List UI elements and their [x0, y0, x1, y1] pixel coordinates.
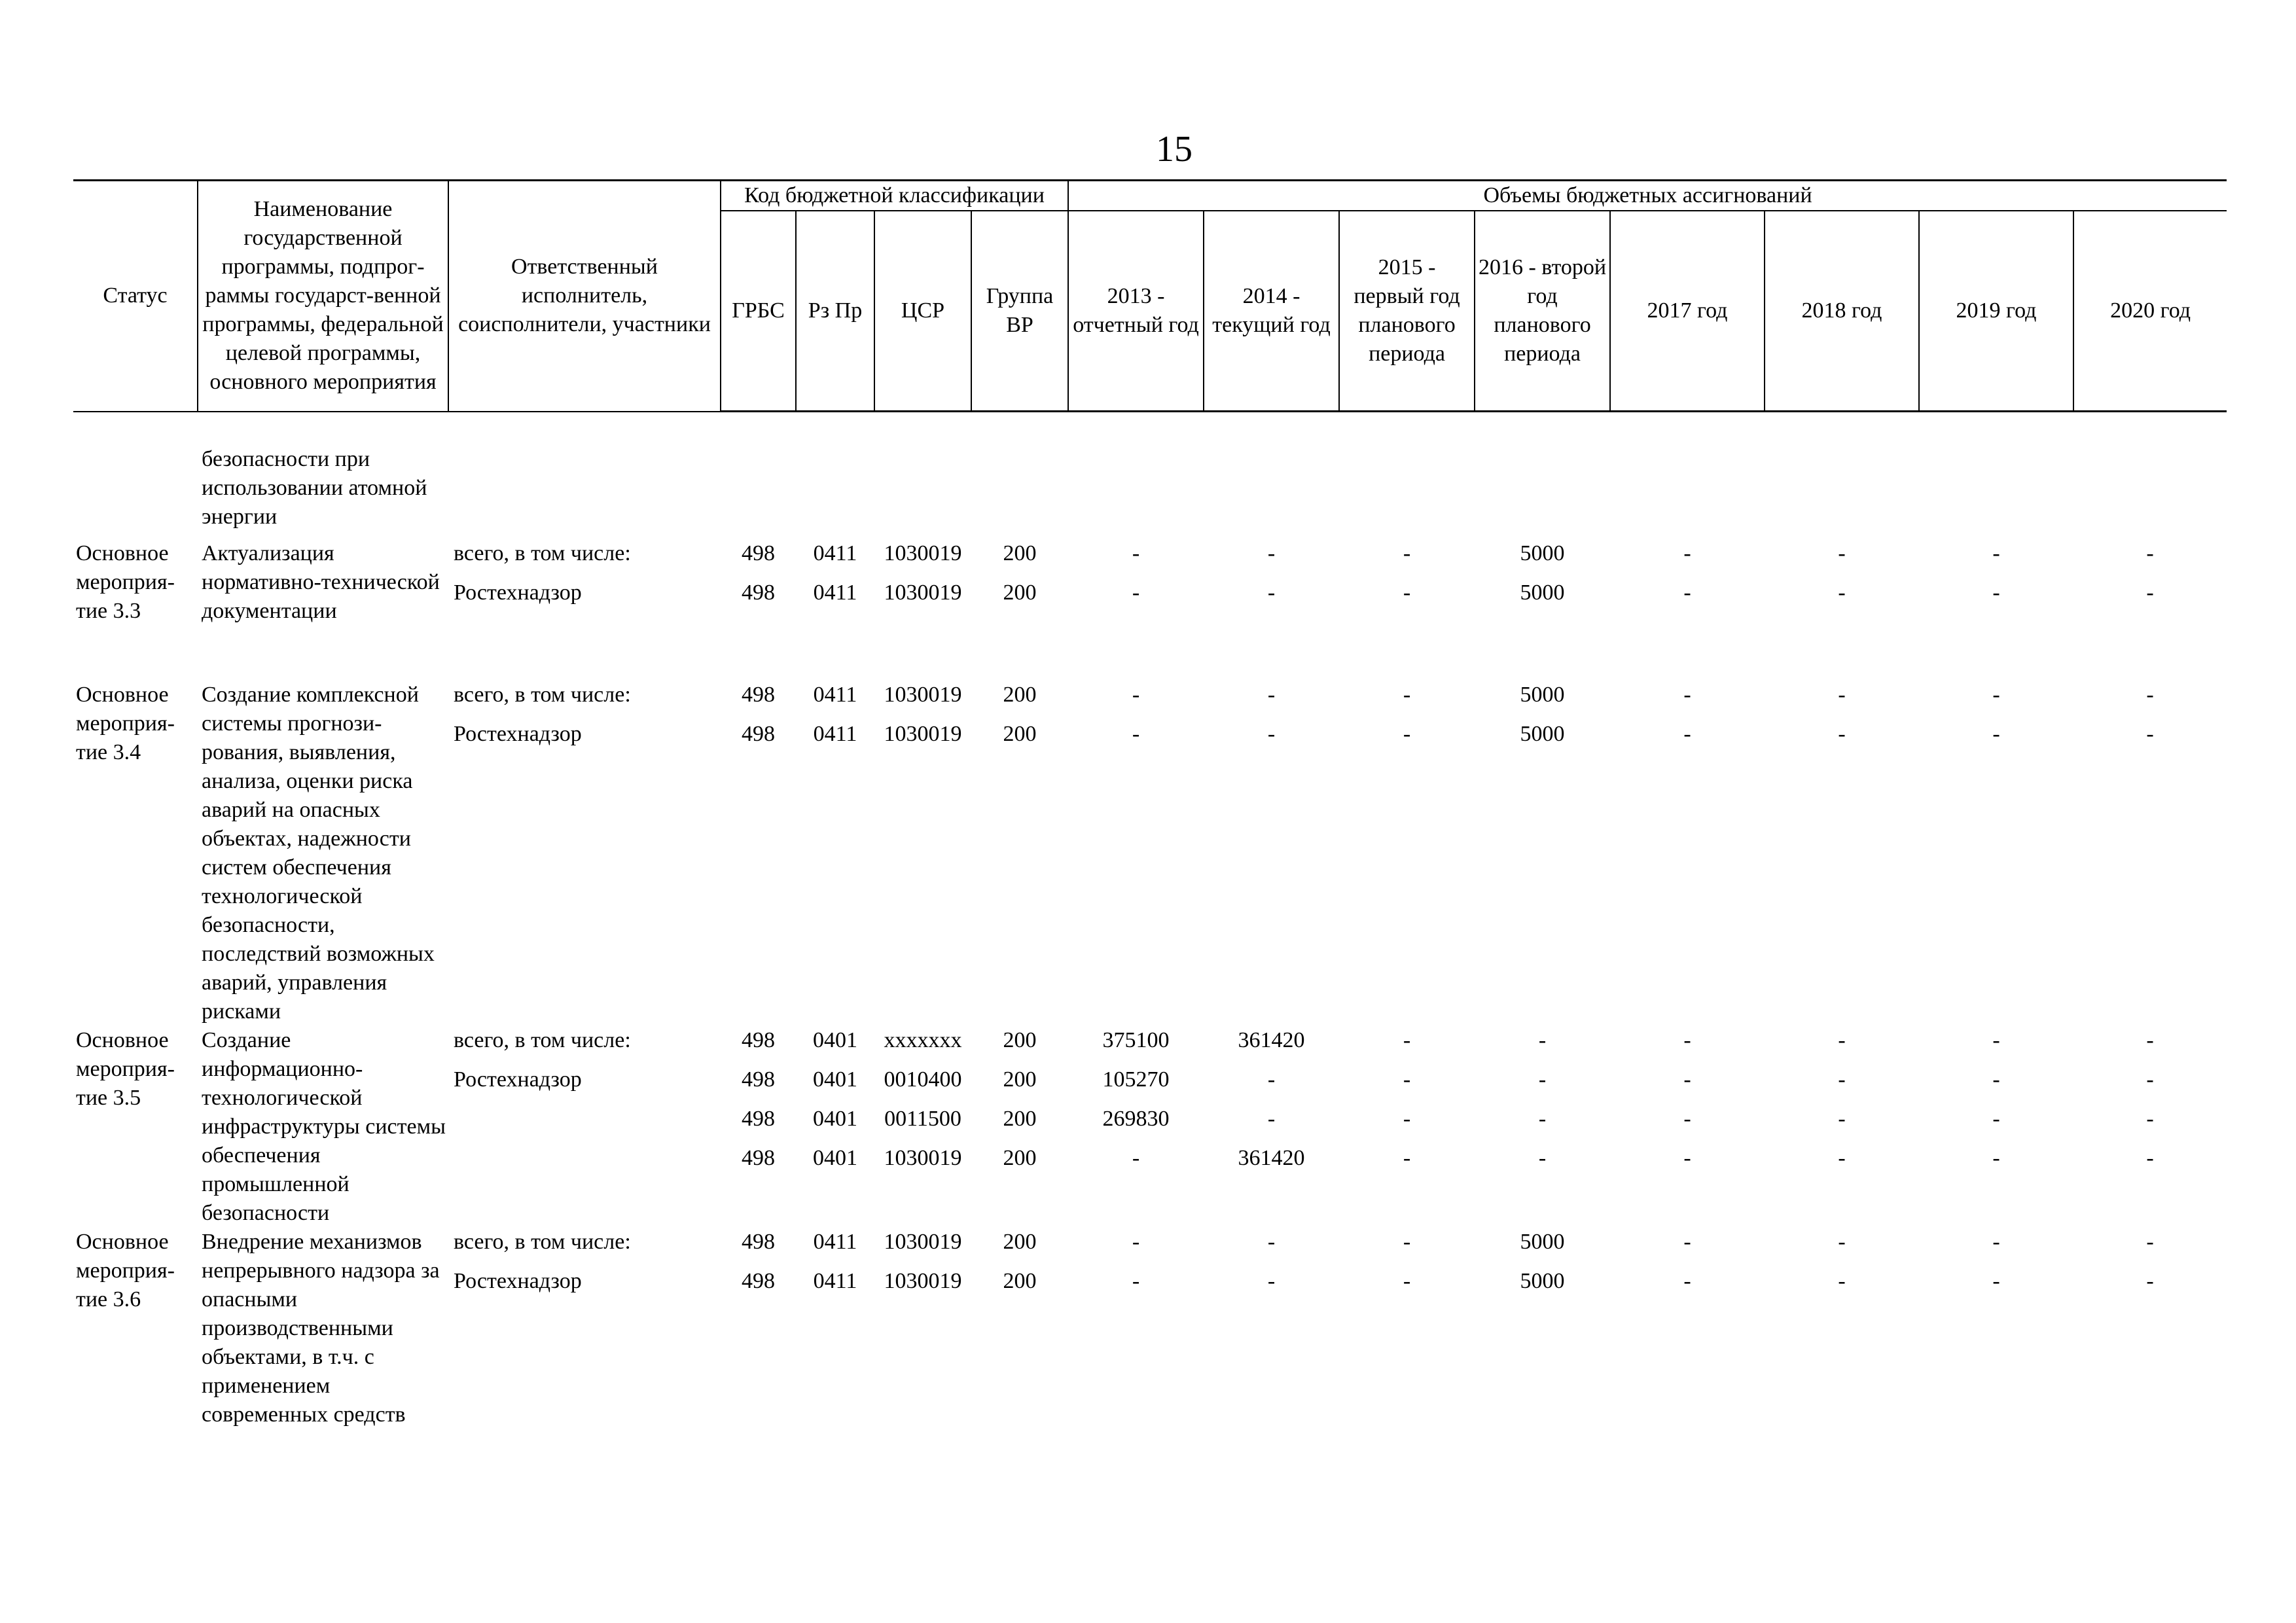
status-cell — [73, 539, 198, 626]
value-y2014: - — [1267, 721, 1276, 746]
cell-y2013 — [1068, 539, 1204, 626]
cell-y2015 — [1339, 1228, 1475, 1429]
value-y2018: - — [1838, 1268, 1846, 1293]
value-y2016: - — [1538, 1067, 1547, 1092]
budget-table-container — [73, 179, 2227, 1429]
value-y2020: - — [2146, 1106, 2154, 1131]
value-grbs: 498 — [742, 1027, 775, 1052]
value-y2014: - — [1267, 541, 1276, 565]
table-row — [73, 539, 2227, 626]
cell-grbs — [721, 1026, 796, 1228]
value-y2015: - — [1403, 1268, 1411, 1293]
cell-y2019 — [1919, 1026, 2073, 1228]
value-y2013: 375100 — [1102, 1027, 1170, 1052]
cell-csr — [874, 681, 971, 1026]
cell-y2017 — [1610, 681, 1765, 1026]
value-vr: 200 — [1003, 1027, 1037, 1052]
value-rzpr: 0401 — [813, 1067, 857, 1092]
cell-y2015 — [1339, 1026, 1475, 1228]
value-y2019: - — [1992, 580, 2000, 605]
table-row — [73, 1228, 2227, 1429]
executor-cell — [448, 1026, 721, 1228]
value-y2013: 269830 — [1102, 1106, 1170, 1131]
value-y2017: - — [1683, 541, 1691, 565]
value-y2018: - — [1838, 721, 1846, 746]
value-vr: 200 — [1003, 580, 1037, 605]
header-grbs: ГРБС — [721, 211, 796, 412]
value-csr: 1030019 — [884, 1268, 962, 1293]
value-y2016: 5000 — [1520, 541, 1565, 565]
executor-line: всего, в том числе: — [454, 541, 631, 565]
value-y2014: 361420 — [1238, 1145, 1305, 1170]
value-y2019: - — [1992, 1229, 2000, 1254]
cell-y2016 — [1475, 539, 1610, 626]
cell-y2014 — [1204, 539, 1339, 626]
value-y2020: - — [2146, 1145, 2154, 1170]
value-y2015: - — [1403, 1229, 1411, 1254]
status-cell — [73, 1026, 198, 1228]
cell-y2019 — [1919, 539, 2073, 626]
value-rzpr: 0411 — [813, 1229, 857, 1254]
value-vr: 200 — [1003, 541, 1037, 565]
cell-vr — [971, 681, 1068, 1026]
value-y2016: 5000 — [1520, 1229, 1565, 1254]
value-y2017: - — [1683, 682, 1691, 707]
cell-grbs — [721, 681, 796, 1026]
value-grbs: 498 — [742, 682, 775, 707]
value-y2016: 5000 — [1520, 682, 1565, 707]
executor-cell — [448, 539, 721, 626]
value-y2020: - — [2146, 580, 2154, 605]
cell-grbs — [721, 1228, 796, 1429]
value-csr: 1030019 — [884, 1145, 962, 1170]
value-y2015: - — [1403, 1067, 1411, 1092]
page-number: 15 — [1156, 129, 1193, 169]
value-csr: 1030019 — [884, 682, 962, 707]
activity-name-text: Создание информационно-технологической инфраструктуры системы обеспечения промышленной безопасности — [202, 1027, 446, 1225]
header-year-2020: 2020 год — [2073, 211, 2227, 412]
value-y2020: - — [2146, 1027, 2154, 1052]
continuation-text: безопасности при использовании атомной энергии — [202, 446, 427, 529]
header-year-2016: 2016 - второй год планового периода — [1475, 211, 1610, 412]
executor-line: Ростехнадзор — [454, 1268, 582, 1293]
value-csr: ххххххх — [884, 1027, 962, 1052]
value-y2018: - — [1838, 1229, 1846, 1254]
value-vr: 200 — [1003, 1268, 1037, 1293]
value-y2020: - — [2146, 1067, 2154, 1092]
header-year-2014: 2014 - текущий год — [1204, 211, 1339, 412]
value-y2020: - — [2146, 1268, 2154, 1293]
value-y2019: - — [1992, 1145, 2000, 1170]
value-y2020: - — [2146, 721, 2154, 746]
value-vr: 200 — [1003, 682, 1037, 707]
value-y2019: - — [1992, 1027, 2000, 1052]
value-grbs: 498 — [742, 1106, 775, 1131]
header-executor: Ответственный исполнитель, соисполнители, участники — [448, 181, 721, 412]
executor-line: Ростехнадзор — [454, 580, 582, 605]
value-y2020: - — [2146, 541, 2154, 565]
value-y2015: - — [1403, 1027, 1411, 1052]
table-row — [73, 681, 2227, 1026]
value-y2013: 105270 — [1102, 1067, 1170, 1092]
value-csr: 0011500 — [884, 1106, 961, 1131]
cell-csr — [874, 1228, 971, 1429]
cell-csr — [874, 539, 971, 626]
cell-vr — [971, 1228, 1068, 1429]
value-csr: 0010400 — [884, 1067, 962, 1092]
cell-y2018 — [1765, 539, 1919, 626]
cell-y2018 — [1765, 681, 1919, 1026]
row-spacer — [73, 531, 2227, 539]
cell-y2016 — [1475, 681, 1610, 1026]
value-y2018: - — [1838, 1145, 1846, 1170]
value-grbs: 498 — [742, 580, 775, 605]
budget-allocations-table — [73, 179, 2227, 1429]
value-csr: 1030019 — [884, 721, 962, 746]
value-y2017: - — [1683, 1229, 1691, 1254]
value-y2019: - — [1992, 721, 2000, 746]
cell-y2015 — [1339, 681, 1475, 1026]
value-y2016: 5000 — [1520, 580, 1565, 605]
value-csr: 1030019 — [884, 1229, 962, 1254]
status-text: Основное мероприя-тие 3.4 — [76, 682, 175, 764]
cell-rzpr — [796, 681, 874, 1026]
executor-cell — [448, 1228, 721, 1429]
value-y2014: - — [1267, 1229, 1276, 1254]
header-budget-volumes: Объемы бюджетных ассигнований — [1068, 181, 2227, 211]
value-y2018: - — [1838, 541, 1846, 565]
header-program-name: Наименование государственной программы, подпрог-раммы государст-венной программы, федеральной целевой программы, основного мероприятия — [198, 181, 448, 412]
value-vr: 200 — [1003, 721, 1037, 746]
value-y2018: - — [1838, 1027, 1846, 1052]
value-y2019: - — [1992, 1067, 2000, 1092]
value-rzpr: 0411 — [813, 541, 857, 565]
value-y2017: - — [1683, 721, 1691, 746]
executor-cell — [448, 681, 721, 1026]
value-y2015: - — [1403, 541, 1411, 565]
value-y2017: - — [1683, 1027, 1691, 1052]
value-y2016: 5000 — [1520, 1268, 1565, 1293]
value-grbs: 498 — [742, 541, 775, 565]
value-y2015: - — [1403, 1145, 1411, 1170]
value-grbs: 498 — [742, 1268, 775, 1293]
cell-y2015 — [1339, 539, 1475, 626]
cell-y2017 — [1610, 1026, 1765, 1228]
header-year-2019: 2019 год — [1919, 211, 2073, 412]
cell-y2018 — [1765, 1228, 1919, 1429]
header-year-2018: 2018 год — [1765, 211, 1919, 412]
header-csr: ЦСР — [874, 211, 971, 412]
cell-rzpr — [796, 1026, 874, 1228]
value-y2015: - — [1403, 721, 1411, 746]
header-budget-code: Код бюджетной классификации — [721, 181, 1068, 211]
cell-y2018 — [1765, 1026, 1919, 1228]
cell-y2016 — [1475, 1228, 1610, 1429]
cell-grbs — [721, 539, 796, 626]
header-year-2015: 2015 - первый год планового периода — [1339, 211, 1475, 412]
cell-y2020 — [2073, 1026, 2227, 1228]
cell-rzpr — [796, 1228, 874, 1429]
value-y2017: - — [1683, 1106, 1691, 1131]
table-header — [73, 181, 2227, 412]
activity-name-cell — [198, 539, 448, 626]
value-csr: 1030019 — [884, 580, 962, 605]
value-y2013: - — [1132, 1229, 1140, 1254]
status-text: Основное мероприя-тие 3.3 — [76, 541, 175, 623]
value-rzpr: 0401 — [813, 1145, 857, 1170]
cell-y2020 — [2073, 539, 2227, 626]
value-y2019: - — [1992, 1106, 2000, 1131]
cell-y2016 — [1475, 1026, 1610, 1228]
value-y2014: - — [1267, 1268, 1276, 1293]
cell-y2013 — [1068, 1228, 1204, 1429]
value-y2016: 5000 — [1520, 721, 1565, 746]
value-y2018: - — [1838, 1067, 1846, 1092]
value-y2013: - — [1132, 682, 1140, 707]
value-y2015: - — [1403, 1106, 1411, 1131]
value-vr: 200 — [1003, 1145, 1037, 1170]
value-y2017: - — [1683, 580, 1691, 605]
activity-name-text: Создание комплексной системы прогнози-рования, выявления, анализа, оценки риска аварий на опасных объектах, надежности систем обеспечения технологической безопасности, последствий возможных аварий, управления рисками — [202, 682, 435, 1024]
value-y2017: - — [1683, 1067, 1691, 1092]
value-y2020: - — [2146, 1229, 2154, 1254]
value-rzpr: 0411 — [813, 1268, 857, 1293]
cell-vr — [971, 539, 1068, 626]
value-rzpr: 0401 — [813, 1027, 857, 1052]
value-y2014: - — [1267, 682, 1276, 707]
value-rzpr: 0411 — [813, 682, 857, 707]
value-y2018: - — [1838, 1106, 1846, 1131]
value-y2013: - — [1132, 541, 1140, 565]
value-csr: 1030019 — [884, 541, 962, 565]
cell-y2020 — [2073, 1228, 2227, 1429]
value-vr: 200 — [1003, 1229, 1037, 1254]
executor-line: Ростехнадзор — [454, 1067, 582, 1092]
value-rzpr: 0411 — [813, 580, 857, 605]
value-grbs: 498 — [742, 1145, 775, 1170]
executor-line: всего, в том числе: — [454, 1229, 631, 1254]
cell-csr — [874, 1026, 971, 1228]
value-y2019: - — [1992, 541, 2000, 565]
executor-line: Ростехнадзор — [454, 721, 582, 746]
cell-y2014 — [1204, 1228, 1339, 1429]
cell-rzpr — [796, 539, 874, 626]
cell-vr — [971, 1026, 1068, 1228]
cell-y2020 — [2073, 681, 2227, 1026]
value-y2016: - — [1538, 1106, 1547, 1131]
executor-line: всего, в том числе: — [454, 682, 631, 707]
value-y2013: - — [1132, 1145, 1140, 1170]
cell-y2014 — [1204, 1026, 1339, 1228]
cell-y2014 — [1204, 681, 1339, 1026]
value-y2018: - — [1838, 580, 1846, 605]
status-cell — [73, 681, 198, 1026]
value-y2018: - — [1838, 682, 1846, 707]
cell-y2019 — [1919, 1228, 2073, 1429]
value-y2014: - — [1267, 1106, 1276, 1131]
cell-y2013 — [1068, 681, 1204, 1026]
value-y2020: - — [2146, 682, 2154, 707]
value-y2017: - — [1683, 1268, 1691, 1293]
status-text: Основное мероприя-тие 3.6 — [76, 1229, 175, 1311]
cell-y2017 — [1610, 1228, 1765, 1429]
value-y2014: - — [1267, 580, 1276, 605]
value-y2015: - — [1403, 682, 1411, 707]
activity-name-cell — [198, 1228, 448, 1429]
value-grbs: 498 — [742, 721, 775, 746]
executor-line: всего, в том числе: — [454, 1027, 631, 1052]
activity-name-text: Внедрение механизмов непрерывного надзора за опасными производственными объектами, в т.ч. с применением современных средств — [202, 1229, 440, 1427]
value-y2013: - — [1132, 1268, 1140, 1293]
value-y2016: - — [1538, 1145, 1547, 1170]
header-rzpr: Рз Пр — [796, 211, 874, 412]
value-grbs: 498 — [742, 1067, 775, 1092]
value-vr: 200 — [1003, 1106, 1037, 1131]
header-year-2017: 2017 год — [1610, 211, 1765, 412]
value-y2014: - — [1267, 1067, 1276, 1092]
value-vr: 200 — [1003, 1067, 1037, 1092]
status-cell — [73, 1228, 198, 1429]
header-year-2013: 2013 - отчетный год — [1068, 211, 1204, 412]
cell-y2013 — [1068, 1026, 1204, 1228]
value-grbs: 498 — [742, 1229, 775, 1254]
header-vr: Группа ВР — [971, 211, 1068, 412]
table-row — [73, 1026, 2227, 1228]
table-body — [73, 412, 2227, 1429]
value-y2014: 361420 — [1238, 1027, 1305, 1052]
activity-name-cell — [198, 1026, 448, 1228]
activity-name-cell — [198, 681, 448, 1026]
value-y2016: - — [1538, 1027, 1547, 1052]
status-text: Основное мероприя-тие 3.5 — [76, 1027, 175, 1110]
value-y2013: - — [1132, 721, 1140, 746]
cell-y2017 — [1610, 539, 1765, 626]
cell-y2019 — [1919, 681, 2073, 1026]
value-y2013: - — [1132, 580, 1140, 605]
value-y2019: - — [1992, 1268, 2000, 1293]
value-rzpr: 0411 — [813, 721, 857, 746]
continuation-row — [73, 412, 2227, 531]
row-spacer — [73, 626, 2227, 681]
value-y2019: - — [1992, 682, 2000, 707]
header-status: Статус — [73, 181, 198, 412]
value-rzpr: 0401 — [813, 1106, 857, 1131]
value-y2015: - — [1403, 580, 1411, 605]
activity-name-text: Актуализация нормативно-технической документации — [202, 541, 440, 623]
value-y2017: - — [1683, 1145, 1691, 1170]
